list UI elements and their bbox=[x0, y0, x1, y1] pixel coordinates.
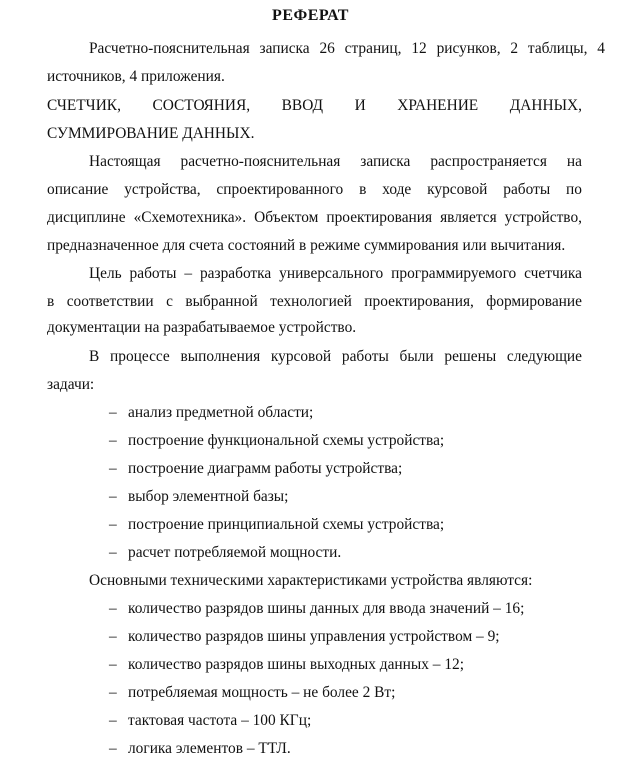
dash-bullet: – bbox=[109, 404, 117, 421]
description-line-4: предназначенное для счета состояний в режиме суммирования или вычитания. bbox=[47, 237, 566, 254]
spec-item bbox=[109, 600, 524, 618]
keywords-line-2: СУММИРОВАНИЕ ДАННЫХ. bbox=[47, 125, 255, 142]
tasks-intro-line-2: задачи: bbox=[47, 376, 95, 393]
dash-bullet: – bbox=[109, 600, 117, 617]
dash-bullet: – bbox=[109, 488, 117, 505]
task-item bbox=[109, 544, 341, 562]
task-item bbox=[109, 488, 288, 506]
dash-bullet: – bbox=[109, 740, 117, 757]
dash-bullet: – bbox=[109, 712, 117, 729]
goal-line-3: документации на разрабатываемое устройство. bbox=[47, 319, 357, 336]
task-item bbox=[109, 404, 313, 422]
goal-line-2: в соответствии с выбранной технологией проектирования, формирование bbox=[47, 293, 582, 310]
task-text: построение функциональной схемы устройства; bbox=[128, 432, 445, 449]
spec-item bbox=[109, 740, 291, 758]
task-text: анализ предметной области; bbox=[128, 404, 314, 421]
description-line-1: Настоящая расчетно-пояснительная записка распространяется на bbox=[89, 153, 582, 170]
tasks-intro-line-1: В процессе выполнения курсовой работы были решены следующие bbox=[89, 348, 582, 365]
spec-text: потребляемая мощность – не более 2 Вт; bbox=[128, 684, 396, 701]
spec-text: количество разрядов шины выходных данных – 12; bbox=[128, 656, 465, 673]
task-item bbox=[109, 460, 402, 478]
spec-item bbox=[109, 656, 464, 674]
goal-line-1: Цель работы – разработка универсального программируемого счетчика bbox=[89, 265, 582, 282]
dash-bullet: – bbox=[109, 460, 117, 477]
summary-line-1: Расчетно-пояснительная записка 26 страниц, 12 рисунков, 2 таблицы, 4 bbox=[89, 40, 605, 57]
summary-line-2: источников, 4 приложения. bbox=[47, 68, 225, 85]
task-text: выбор элементной базы; bbox=[128, 488, 289, 505]
task-text: расчет потребляемой мощности. bbox=[128, 544, 342, 561]
spec-item bbox=[109, 684, 395, 702]
keywords-line-1: СЧЕТЧИК, СОСТОЯНИЯ, ВВОД И ХРАНЕНИЕ ДАННЫХ, bbox=[47, 97, 582, 114]
specs-intro: Основными техническими характеристиками устройства являются: bbox=[89, 572, 533, 589]
document-title: РЕФЕРАТ bbox=[272, 7, 349, 24]
task-item bbox=[109, 516, 444, 534]
task-item bbox=[109, 432, 444, 450]
dash-bullet: – bbox=[109, 432, 117, 449]
description-line-2: описание устройства, спроектированного в ходе курсовой работы по bbox=[47, 181, 582, 198]
dash-bullet: – bbox=[109, 516, 117, 533]
spec-text: количество разрядов шины управления устройством – 9; bbox=[128, 628, 500, 645]
dash-bullet: – bbox=[109, 628, 117, 645]
dash-bullet: – bbox=[109, 684, 117, 701]
description-line-3: дисциплине «Схемотехника». Объектом проектирования является устройство, bbox=[47, 209, 582, 226]
task-text: построение диаграмм работы устройства; bbox=[128, 460, 403, 477]
spec-item bbox=[109, 712, 311, 730]
spec-item bbox=[109, 628, 500, 646]
dash-bullet: – bbox=[109, 544, 117, 561]
dash-bullet: – bbox=[109, 656, 117, 673]
spec-text: количество разрядов шины данных для ввода значений – 16; bbox=[128, 600, 525, 617]
task-text: построение принципиальной схемы устройства; bbox=[128, 516, 445, 533]
spec-text: логика элементов – ТТЛ. bbox=[128, 740, 291, 757]
spec-text: тактовая частота – 100 КГц; bbox=[128, 712, 312, 729]
